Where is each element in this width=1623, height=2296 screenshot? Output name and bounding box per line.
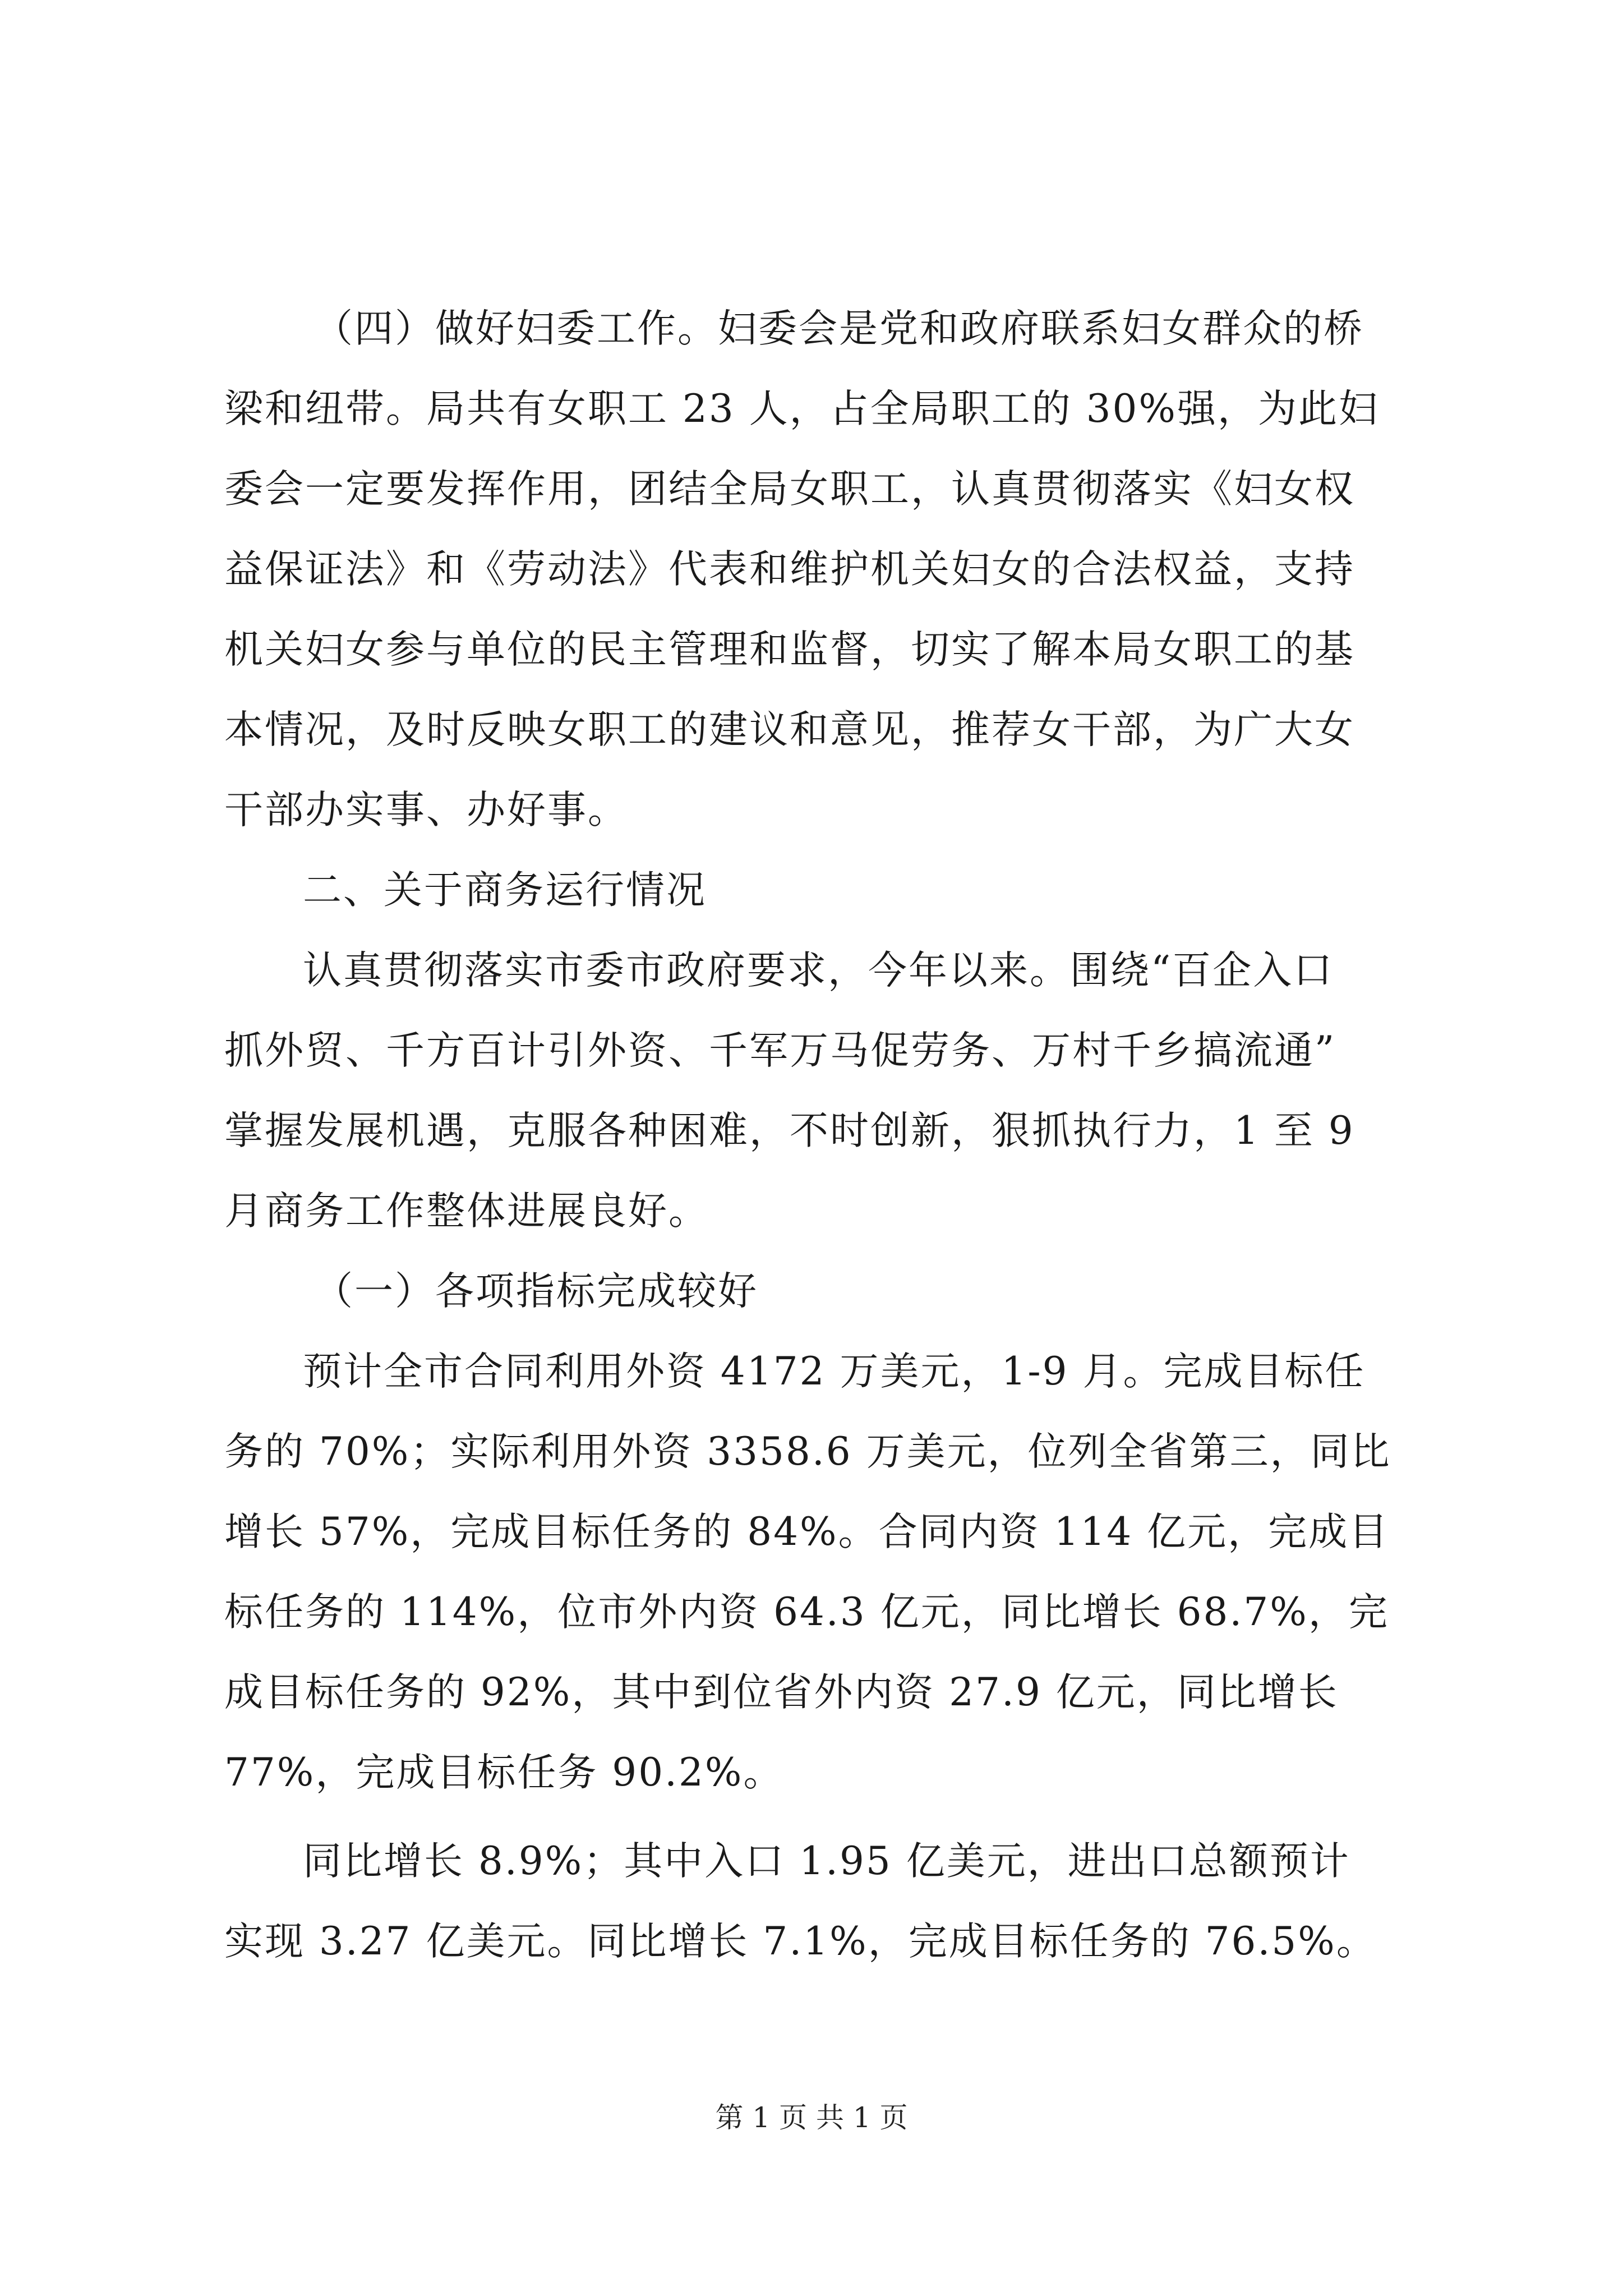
paragraph-line: 实现 3.27 亿美元。同比增长 7.1%，完成目标任务的 76.5%。 — [224, 1919, 1377, 1964]
paragraph-line: 本情况，及时反映女职工的建议和意见，推荐女干部，为广大女 — [224, 707, 1355, 752]
paragraph-line: 成目标任务的 92%，其中到位省外内资 27.9 亿元，同比增长 — [224, 1670, 1339, 1715]
paragraph-line: 预计全市合同利用外资 4172 万美元，1-9 月。完成目标任 — [303, 1349, 1366, 1394]
page-footer: 第 1 页 共 1 页 — [715, 2101, 908, 2134]
paragraph-line: 认真贯彻落实市委市政府要求，今年以来。围绕“百企入口 — [303, 948, 1334, 993]
paragraph-line: 77%，完成目标任务 90.2%。 — [224, 1750, 784, 1795]
section-heading: 二、关于商务运行情况 — [303, 868, 707, 913]
paragraph-line: 干部办实事、办好事。 — [224, 788, 628, 832]
subsection-heading: （一）各项指标完成较好 — [314, 1269, 758, 1314]
paragraph-line: 抓外贸、千方百计引外资、千军万马促劳务、万村千乡搞流通” — [224, 1028, 1336, 1073]
paragraph-line: 同比增长 8.9%；其中入口 1.95 亿美元，进出口总额预计 — [303, 1839, 1350, 1884]
paragraph-line: 掌握发展机遇，克服各种困难，不时创新，狠抓执行力，1 至 9 — [224, 1108, 1355, 1153]
paragraph-line: 月商务工作整体进展良好。 — [224, 1189, 709, 1234]
paragraph-line: 益保证法》和《劳动法》代表和维护机关妇女的合法权益，支持 — [224, 547, 1355, 592]
paragraph-line: （四）做好妇委工作。妇委会是党和政府联系妇女群众的桥 — [314, 306, 1364, 351]
paragraph-line: 务的 70%；实际利用外资 3358.6 万美元，位列全省第三，同比 — [224, 1429, 1391, 1474]
paragraph-line: 梁和纽带。局共有女职工 23 人，占全局职工的 30%强，为此妇 — [224, 386, 1379, 431]
paragraph-line: 增长 57%，完成目标任务的 84%。合同内资 114 亿元，完成目 — [224, 1510, 1390, 1554]
paragraph-line: 机关妇女参与单位的民主管理和监督，切实了解本局女职工的基 — [224, 627, 1355, 672]
paragraph-line: 委会一定要发挥作用，团结全局女职工，认真贯彻落实《妇女权 — [224, 467, 1355, 512]
paragraph-line: 标任务的 114%，位市外内资 64.3 亿元，同比增长 68.7%，完 — [224, 1590, 1389, 1635]
